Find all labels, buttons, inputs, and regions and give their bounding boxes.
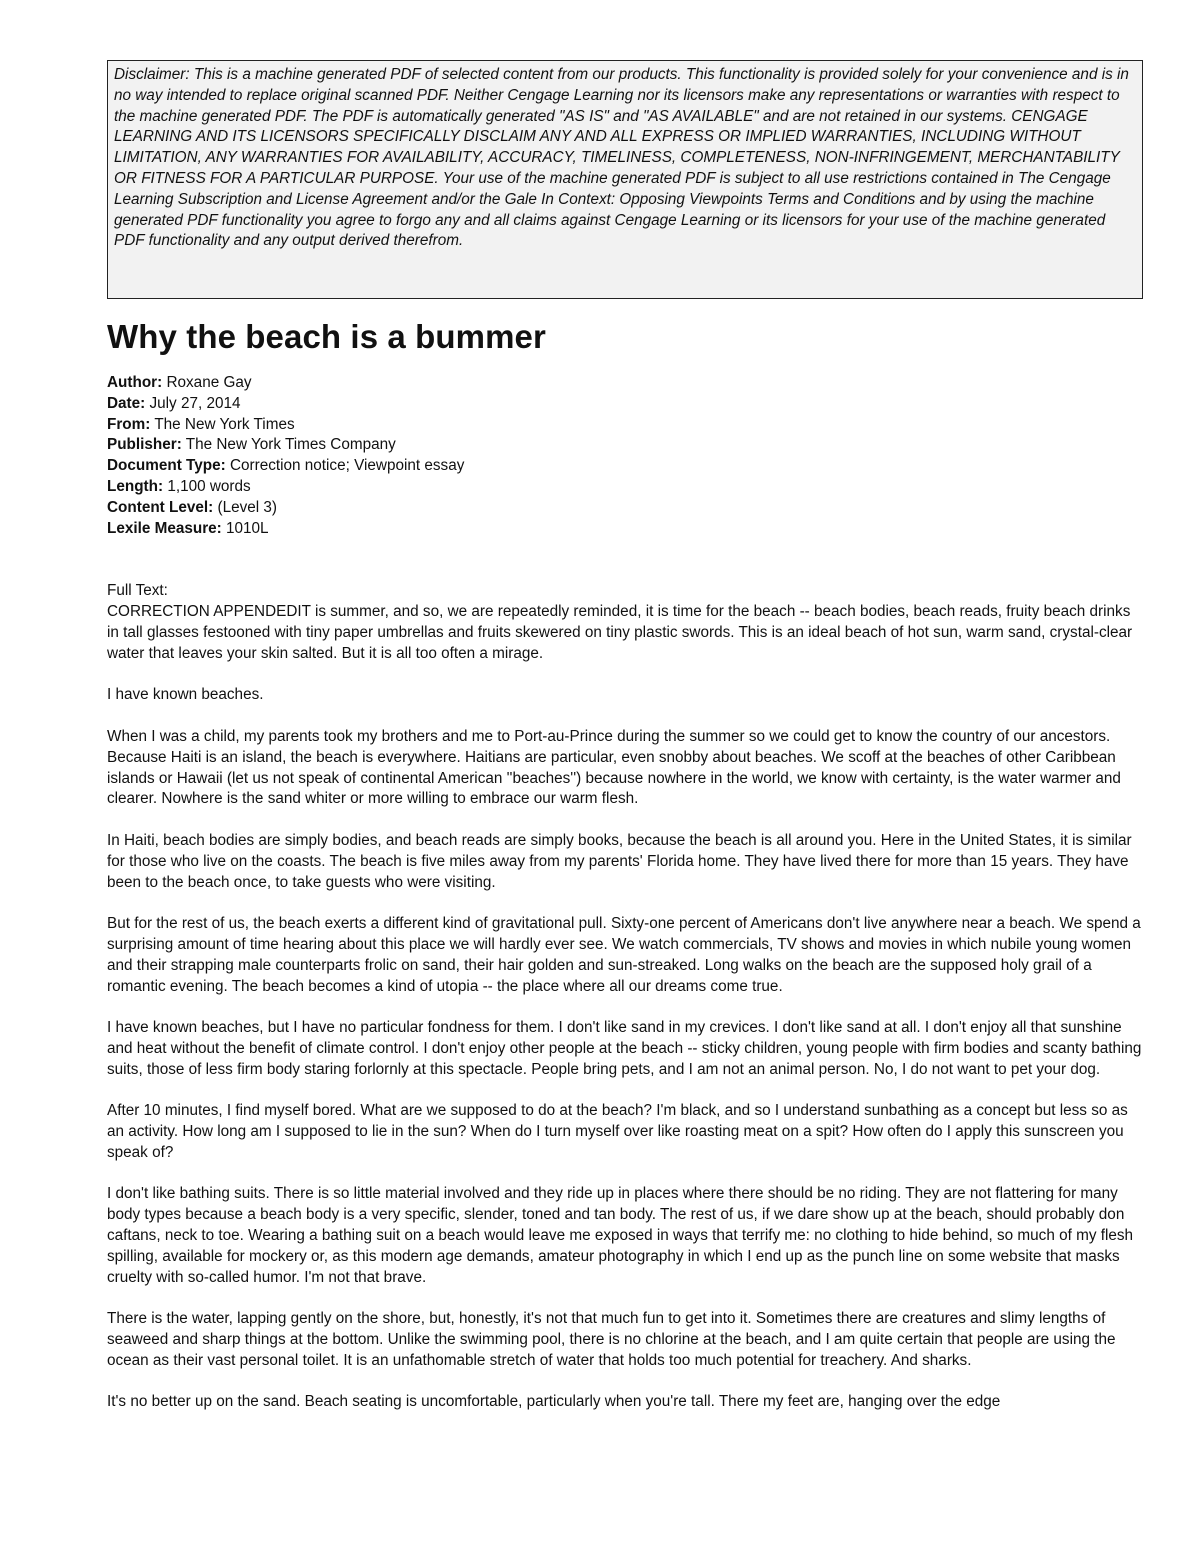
meta-publisher xyxy=(107,435,1143,456)
paragraph: It's no better up on the sand. Beach seating is uncomfortable, particularly when you're tall. There my feet are, hanging over the edge xyxy=(107,1393,1001,1411)
meta-value: July 27, 2014 xyxy=(149,394,241,412)
paragraph: I don't like bathing suits. There is so little material involved and they ride up in places where there should be no riding. They are not flattering for many body types because a beach body is a very specific, slender, toned and tan body. The rest of us, if we dare show up at the beach, should probably don caftans, neck to toe. Wearing a bathing suit on a beach would leave me exposed in ways that terrify me: no clothing to hide behind, so much of my flesh spilling, available for mockery or, as this modern age demands, amateur photography in which I end up as the punch line on some website that masks cruelty with so-called humor. I'm not that brave. xyxy=(107,1185,1134,1286)
disclaimer-text: Disclaimer: This is a machine generated PDF of selected content from our products. This functionality is provided solely for your convenience and is in no way intended to replace original scanned PDF. Neither Cengage Learning nor its licensors make any representations or warranties with respect to the machine generated PDF. The PDF is automatically generated "AS IS" and "AS AVAILABLE" and are not retained in our systems. CENGAGE LEARNING AND ITS LICENSORS SPECIFICALLY DISCLAIM ANY AND ALL EXPRESS OR IMPLIED WARRANTIES, INCLUDING WITHOUT LIMITATION, ANY WARRANTIES FOR AVAILABILITY, ACCURACY, TIMELINESS, COMPLETENESS, NON-INFRINGEMENT, MERCHANTABILITY OR FITNESS FOR A PARTICULAR PURPOSE. Your use of the machine generated PDF is subject to all use restrictions contained in The Cengage Learning Subscription and License Agreement and/or the Gale In Context: Opposing Viewpoints Terms and Conditions and by using the machine generated PDF functionality you agree to forgo any and all claims against Cengage Learning or its licensors for your use of the machine generated PDF functionality and any output derived therefrom. xyxy=(114,66,1129,250)
meta-label: Lexile Measure: xyxy=(107,519,222,537)
meta-value: (Level 3) xyxy=(217,498,277,516)
paragraph: I have known beaches. xyxy=(107,686,264,704)
meta-label: Author: xyxy=(107,374,163,391)
meta-value: Correction notice; Viewpoint essay xyxy=(229,457,465,475)
disclaimer-box xyxy=(107,60,1143,299)
meta-value: The New York Times xyxy=(154,415,295,433)
paragraph: But for the rest of us, the beach exerts a different kind of gravitational pull. Sixty-one percent of Americans don't live anywhere near a beach. We spend a surprising amount of time hearing about this place we will hardly ever see. We watch commercials, TV shows and movies in which nubile young women and their strapping male counterparts frolic on sand, their hair golden and sun-streaked. Long walks on the beach are the supposed holy grail of a romantic evening. The beach becomes a kind of utopia -- the place where all our dreams come true. xyxy=(107,915,1141,995)
meta-lexile-measure xyxy=(107,519,1143,540)
meta-label: Length: xyxy=(107,477,164,495)
meta-label: Document Type: xyxy=(107,457,226,475)
meta-label: Content Level: xyxy=(107,498,214,516)
article-title: Why the beach is a bummer xyxy=(107,318,546,355)
paragraph: After 10 minutes, I find myself bored. What are we supposed to do at the beach? I'm black, and so I understand sunbathing as a concept but less so as an activity. How long am I supposed to lie in the sun? When do I turn myself over like roasting meat on a spit? How often do I apply this sunscreen you speak of? xyxy=(107,1102,1128,1161)
paragraph: When I was a child, my parents took my brothers and me to Port-au-Prince during the summer so we could get to know the country of our ancestors. Because Haiti is an island, the beach is everywhere. Haitians are particular, even snobby about beaches. We scoff at the beaches of other Caribbean islands or Hawaii (let us not speak of continental American ''beaches'') because nowhere in the world, we know with certainty, is the water warmer and clearer. Nowhere is the sand whiter or more willing to embrace our warm flesh. xyxy=(107,727,1121,808)
paragraph: In Haiti, beach bodies are simply bodies, and beach reads are simply books, because the beach is all around you. Here in the United States, it is similar for those who live on the coasts. The beach is five miles away from my parents' Florida home. They have lived there for more than 15 years. They have been to the beach once, to take guests who were visiting. xyxy=(107,831,1132,891)
meta-date xyxy=(107,394,1143,415)
document-page xyxy=(107,60,1143,1434)
paragraph: There is the water, lapping gently on the shore, but, honestly, it's not that much fun to get into it. Sometimes there are creatures and slimy lengths of seaweed and sharp things at the bottom. Unlike the swimming pool, there is no chlorine at the beach, and I am quite certain that people are using the ocean as their vast personal toilet. It is an unfathomable stretch of water that holds too much potential for treachery. And sharks. xyxy=(107,1310,1116,1369)
meta-label: Publisher: xyxy=(107,436,182,454)
article-body xyxy=(107,602,1143,1413)
paragraph: CORRECTION APPENDEDIT is summer, and so, we are repeatedly reminded, it is time for the beach -- beach bodies, beach reads, fruity beach drinks in tall glasses festooned with tiny paper umbrellas and fruits skewered on tiny plastic swords. This is an ideal beach of hot sun, warm sand, crystal-clear water that leaves your skin salted. But it is all too often a mirage. xyxy=(107,603,1133,662)
meta-value: Roxane Gay xyxy=(166,374,252,391)
meta-author xyxy=(107,373,1143,394)
meta-content-level xyxy=(107,498,1143,519)
meta-length xyxy=(107,477,1143,498)
metadata-block xyxy=(107,373,1143,539)
meta-from xyxy=(107,415,1143,436)
meta-document-type xyxy=(107,456,1143,477)
meta-value: 1,100 words xyxy=(167,477,251,495)
meta-label: Date: xyxy=(107,394,146,412)
full-text-label: Full Text: xyxy=(107,582,168,600)
meta-value: The New York Times Company xyxy=(185,436,396,454)
meta-label: From: xyxy=(107,415,151,433)
meta-value: 1010L xyxy=(226,519,269,537)
paragraph: I have known beaches, but I have no particular fondness for them. I don't like sand in my crevices. I don't like sand at all. I don't enjoy all that sunshine and heat without the benefit of climate control. I don't enjoy other people at the beach -- sticky children, young people with firm bodies and scanty bathing suits, those of less firm body staring forlornly at this spectacle. People bring pets, and I am not an animal person. No, I do not want to pet your dog. xyxy=(107,1019,1142,1078)
